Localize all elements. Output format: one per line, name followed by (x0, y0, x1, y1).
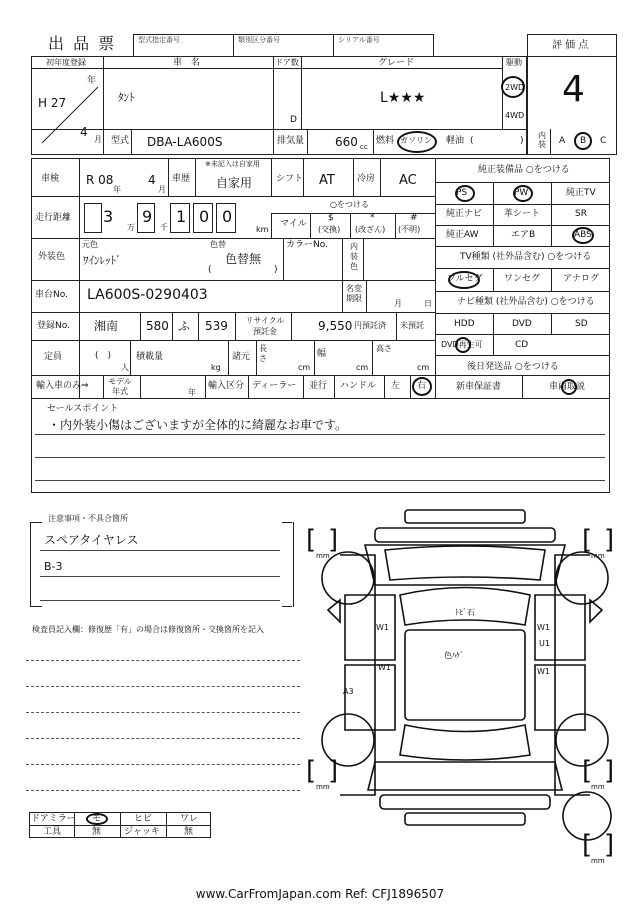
recycle-unit: 円預託済 (354, 321, 386, 330)
sheet-title: 出 品 票 (48, 34, 117, 53)
mirror-label: ドアミラー (31, 814, 76, 824)
tools-label: 工具 (43, 827, 62, 837)
mark-w1-b: W1 (537, 623, 550, 632)
caution-label: 注意事項・不具合箇所 (48, 514, 128, 523)
mileage-box-0 (84, 203, 102, 233)
mark-w1-a: W1 (376, 623, 389, 632)
tv-header: TV種類 (社外品含む) ○をつける (460, 252, 592, 262)
equip-tv: 純正TV (566, 188, 596, 198)
mileage-star-sub: (改ざん) (355, 225, 386, 234)
mileage-hash: # (410, 213, 418, 223)
handle-right-circle (412, 377, 432, 396)
genuine-header: 純正装備品 ○をつける (478, 165, 570, 175)
mileage-digit-1: 9 (142, 207, 153, 226)
length-label: 長さ (259, 344, 267, 363)
tools-value: 無 (92, 827, 102, 837)
mark-w1-c: W1 (378, 663, 391, 672)
drive-label: 駆動 (506, 58, 522, 67)
jack-label: ジャッキ (124, 827, 160, 837)
shift-label: シフト (276, 174, 304, 184)
class-label: 類別区分番号 (238, 36, 280, 44)
grade-value: L★★★ (380, 90, 426, 106)
reg-class: 580 (146, 319, 169, 333)
height-label: 高さ (376, 344, 392, 353)
caution-line-1: スペアタイヤレス (44, 533, 139, 547)
tire-bracket-fr-close: ] (604, 525, 615, 555)
recycle-unpaid: 未預託 (400, 321, 424, 330)
tire-mm-spare: mm (591, 857, 605, 865)
later-header: 後日発送品 ○をつける (467, 362, 559, 372)
drive-2wd: 2WD (505, 83, 525, 92)
mark-w1-d: W1 (537, 667, 550, 676)
shaken-label: 車検 (41, 174, 60, 184)
equip-ps: PS (456, 188, 468, 198)
shaken-year-unit: 年 (113, 185, 121, 194)
history-note: ※未記入は自家用 (205, 160, 260, 168)
inspector-label: 検査員記入欄：修復歴「有」の場合は修復箇所・交換箇所を記入 (32, 625, 264, 634)
displacement-value: 660 (335, 135, 358, 149)
tire-bracket-rl-close: ] (328, 756, 339, 786)
mark-iroage: 色ﾊｹﾞ (444, 651, 464, 660)
mileage-star: * (370, 213, 375, 223)
fuel-light: 軽油 (446, 136, 465, 146)
drive-2wd-circle (501, 76, 525, 98)
mirror-mo: モ (92, 814, 102, 824)
mileage-mile: マイル (280, 219, 307, 229)
mileage-digit-0: 3 (103, 207, 114, 226)
model-year-unit: 年 (188, 388, 196, 397)
import-dealer: ディーラー (252, 381, 297, 391)
sales-point-label: セールスポイント (47, 404, 119, 414)
width-unit: cm (356, 363, 369, 372)
mirror-ware: ワレ (180, 814, 199, 824)
score-label: 評 価 点 (552, 40, 589, 51)
sales-point-text: ・内外装小傷はございますが全体的に綺麗なお車です。 (48, 418, 348, 432)
ac-value: AC (399, 173, 417, 188)
fuel-label: 燃料 (376, 136, 395, 146)
mileage-sen: 千 (160, 223, 168, 232)
model-year-label: モデル年式 (108, 377, 132, 396)
import-label: 輸入車のみ⇒ (36, 381, 89, 391)
history-label: 車歴 (172, 174, 191, 184)
tire-mm-rl: mm (316, 783, 330, 791)
mileage-dollar: $ (328, 213, 334, 223)
equip-leather: 革シート (504, 209, 541, 219)
reg-area: 湘南 (94, 319, 119, 333)
mirror-mo-circle (86, 813, 108, 825)
interior-label: 内装 (538, 131, 546, 149)
type-value: DBA-LA600S (147, 135, 223, 149)
interior-a: A (559, 136, 566, 146)
equip-aw: 純正AW (446, 230, 479, 240)
doors-label: ドア数 (275, 58, 299, 67)
displacement-label: 排気量 (277, 136, 305, 146)
shaken-era: R 08 (86, 173, 114, 187)
tv-analog: アナログ (563, 274, 600, 284)
navi-dvd-play: DVD再生可 (441, 340, 483, 349)
first-reg-label: 初年度登録 (46, 58, 86, 67)
equip-pw-circle (513, 185, 533, 202)
orig-color-label: 元色 (82, 240, 98, 249)
navi-dvd-play-circle (455, 337, 471, 353)
ac-label: 冷房 (357, 174, 376, 184)
name-change-label: 名変期限 (346, 284, 362, 303)
month-unit: 月 (94, 135, 102, 144)
first-reg-era: H 27 (38, 96, 67, 110)
history-value: 自家用 (216, 176, 253, 190)
later-warranty: 新車保証書 (456, 382, 502, 392)
date-slash (40, 85, 100, 145)
equip-pw: PW (514, 188, 529, 198)
shift-value: AT (319, 173, 335, 188)
tire-mm-fr: mm (591, 552, 605, 560)
repaint-label: 色替 (210, 240, 226, 249)
mileage-digit-4: 0 (222, 207, 233, 226)
repaint-paren-close: ) (274, 265, 278, 275)
color-label: 外装色 (38, 252, 66, 262)
interior-c: C (600, 136, 607, 146)
reg-label: 登録No. (37, 321, 70, 331)
name-change-month: 月 (394, 299, 402, 308)
interior-b-circle (574, 132, 592, 150)
width-label: 幅 (317, 349, 327, 359)
shaken-month-unit: 月 (158, 185, 166, 194)
year-unit: 年 (87, 76, 97, 86)
equip-sr: SR (575, 209, 587, 219)
fuel-value: ガソリン (400, 136, 432, 145)
equip-abs: ABS (574, 230, 592, 240)
tire-bracket-rl: [ (306, 756, 317, 786)
mileage-hash-sub: (不明) (398, 225, 421, 234)
tire-mm-rr: mm (591, 783, 605, 791)
handle-label: ハンドル (340, 381, 377, 391)
import-parallel: 並行 (309, 381, 328, 391)
interior-b: B (580, 136, 587, 146)
name-change-day: 日 (424, 299, 432, 308)
navi-dvd: DVD (512, 319, 532, 329)
mileage-digit-2: 1 (176, 207, 187, 226)
tv-fullseg-circle (448, 271, 480, 289)
repaint-paren-open: ( (208, 265, 212, 275)
navi-header: ナビ種類 (社外品含む) ○をつける (457, 297, 595, 307)
tv-fullseg: フルセグ (447, 274, 483, 284)
type-label: 型式 (111, 136, 130, 146)
tire-bracket-rr: [ (582, 756, 593, 786)
mirror-hibi: ヒビ (134, 814, 153, 824)
make-value: ﾀﾝﾄ (118, 91, 135, 104)
dims-label: 諸元 (232, 352, 251, 362)
later-manual: 車両取説 (549, 382, 586, 392)
capacity-paren: ( ) (95, 351, 112, 361)
score-value: 4 (562, 69, 585, 110)
fuel-circle (397, 131, 437, 153)
navi-cd: CD (515, 340, 529, 350)
import-type-label: 輸入区分 (208, 381, 245, 391)
height-unit: cm (417, 363, 430, 372)
repaint-value: 色替無 (225, 252, 262, 266)
load-label: 積載量 (136, 352, 164, 362)
mark-u1: U1 (539, 639, 550, 648)
car-diagram (300, 500, 630, 870)
navi-sd: SD (575, 319, 588, 329)
later-manual-circle (561, 379, 577, 395)
chassis-label: 車台No. (35, 290, 68, 300)
footer-text: www.CarFromJapan.com Ref: CFJ1896507 (195, 887, 445, 901)
handle-left: 左 (391, 381, 401, 391)
drive-4wd: 4WD (505, 111, 525, 120)
equip-airbag: エアB (511, 230, 536, 240)
first-reg-month: 4 (80, 125, 88, 139)
tv-oneseg: ワンセグ (504, 274, 541, 284)
grade-label: グレード (378, 58, 415, 68)
tire-bracket-fl-close: ] (328, 525, 339, 555)
doors-value: D (290, 115, 297, 125)
chassis-value: LA600S-0290403 (87, 287, 208, 303)
mileage-digit-3: 0 (199, 207, 210, 226)
reg-kana: ふ (178, 319, 191, 333)
mark-a3: A3 (343, 687, 354, 696)
recycle-label: リサイクル預託金 (245, 316, 285, 336)
interior-color-label: 内装色 (350, 242, 358, 271)
shaken-month: 4 (148, 173, 156, 187)
model-cert-label: 型式指定番号 (138, 36, 180, 44)
color-no-label: カラーNo. (286, 240, 328, 250)
tire-bracket-spare: [ (582, 830, 593, 860)
tire-bracket-rr-close: ] (604, 756, 615, 786)
fuel-paren-close: ) (520, 136, 524, 146)
capacity-unit: 人 (121, 363, 129, 372)
fuel-paren-open: ( (470, 136, 474, 146)
handle-right: 右 (417, 381, 427, 391)
tire-mm-fl: mm (316, 552, 330, 560)
recycle-value: 9,550 (318, 319, 353, 333)
mileage-label: 走行距離 (35, 213, 72, 223)
mileage-km: km (256, 225, 269, 234)
equip-abs-circle (572, 227, 594, 244)
equip-navi: 純正ナビ (446, 209, 483, 219)
mileage-circle-note: ○をつける (330, 200, 369, 209)
mark-tobiishi: ﾄﾋﾞ石 (455, 608, 475, 617)
jack-value: 無 (184, 827, 194, 837)
caution-line-2: B-3 (44, 560, 63, 573)
reg-number: 539 (205, 319, 228, 333)
tire-bracket-fl: [ (306, 525, 317, 555)
equip-ps-circle (455, 185, 475, 202)
tire-bracket-spare-close: ] (604, 830, 615, 860)
navi-hdd: HDD (454, 319, 475, 329)
capacity-label: 定員 (44, 352, 63, 362)
tire-bracket-fr: [ (582, 525, 593, 555)
mileage-man: 万 (127, 223, 135, 232)
displacement-unit: cc (360, 143, 368, 151)
orig-color-value: ﾜｲﾝﾚｯﾄﾞ (83, 254, 122, 267)
load-unit: kg (211, 363, 221, 372)
make-label: 車 名 (173, 58, 201, 68)
serial-label: シリアル番号 (338, 36, 380, 44)
length-unit: cm (298, 363, 311, 372)
mileage-dollar-sub: (交換) (318, 225, 341, 234)
